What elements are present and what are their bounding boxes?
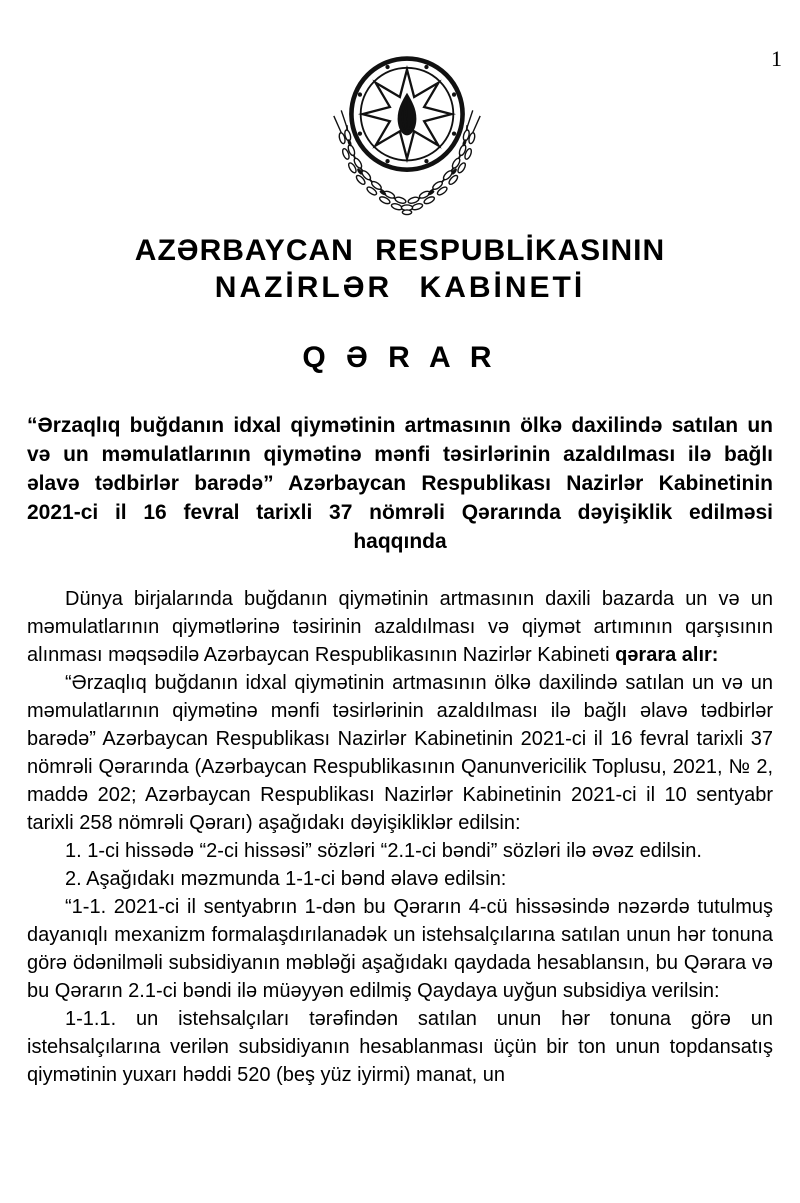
- azerbaijan-coat-of-arms-icon: [328, 40, 486, 216]
- page-number: 1: [771, 46, 782, 71]
- institution-line1: AZƏRBAYCAN RESPUBLİKASININ: [134, 234, 666, 267]
- paragraph-clause-1-1: “1-1. 2021-ci il sentyabrın 1-dən bu Qərarın 4-cü hissəsində nəzərdə tutulmuş dayanıqlı mexanizm formalaşdırılanadək un istehsalçılarına satılan unun hər tonuna görə ödənilməli subsidiyanın məbləği aşağıdakı qaydada hesablansın, bu Qərara və bu Qərarın 2.1-ci bəndi ilə müəyyən edilmiş Qaydaya uyğun subsidiya verilsin:: [27, 896, 773, 1002]
- institution-name: [27, 232, 773, 306]
- paragraph-item-2: 2. Aşağıdakı məzmunda 1-1-ci bənd əlavə edilsin:: [65, 868, 507, 890]
- paragraph-preamble: [27, 585, 773, 669]
- document-page: [0, 40, 800, 1203]
- paragraph-preamble-text: Dünya birjalarında buğdanın qiymətinin artmasının daxili bazarda un və un məmulatlarının qiymətlərinə təsirinin azaldılması və qiymət artımının qarşısının alınması məqsədilə Azərbaycan Respublikasının Nazirlər Kabineti: [27, 588, 773, 666]
- paragraph-item-1: 1. 1-ci hissədə “2-ci hissəsi” sözləri “2.1-ci bəndi” sözləri ilə əvəz edilsin.: [65, 840, 702, 862]
- emblem-container: [27, 40, 773, 216]
- paragraph-clause-1-1-1: 1-1.1. un istehsalçıları tərəfindən satılan unun hər tonuna görə un istehsalçılarına verilən subsidiyanın hesablanması üçün bir ton unun topdansatış qiymətinin yuxarı həddi 520 (beş yüz iyirmi) manat, un: [27, 1008, 773, 1086]
- document-type-heading: Q Ə R A R: [302, 341, 498, 374]
- paragraph-preamble-bold: qərara alır:: [615, 644, 719, 666]
- paragraph-amended-decree: “Ərzaqlıq buğdanın idxal qiymətinin artmasının ölkə daxilində satılan un və un məmulatlarının qiymətinə mənfi təsirlərinin azaldılması ilə bağlı əlavə tədbirlər barədə” Azərbaycan Respublikası Nazirlər Kabinetinin 2021-ci il 16 fevral tarixli 37 nömrəli Qərarında (Azərbaycan Respublikasının Qanunvericilik Toplusu, 2021, № 2, maddə 202; Azərbaycan Respublikası Nazirlər Kabinetinin 2021-ci il 10 sentyabr tarixli 258 nömrəli Qərarı) aşağıdakı dəyişikliklər edilsin:: [27, 672, 773, 834]
- document-body: [27, 585, 773, 1089]
- decree-title: “Ərzaqlıq buğdanın idxal qiymətinin artmasının ölkə daxilində satılan un və un məmulatlarının qiymətinə mənfi təsirlərinin azaldılması ilə bağlı əlavə tədbirlər barədə” Azərbaycan Respublikası Nazirlər Kabinetinin 2021-ci il 16 fevral tarixli 37 nömrəli Qərarında dəyişiklik edilməsi haqqında: [27, 414, 773, 553]
- institution-line2: NAZİRLƏR KABİNETİ: [214, 271, 586, 304]
